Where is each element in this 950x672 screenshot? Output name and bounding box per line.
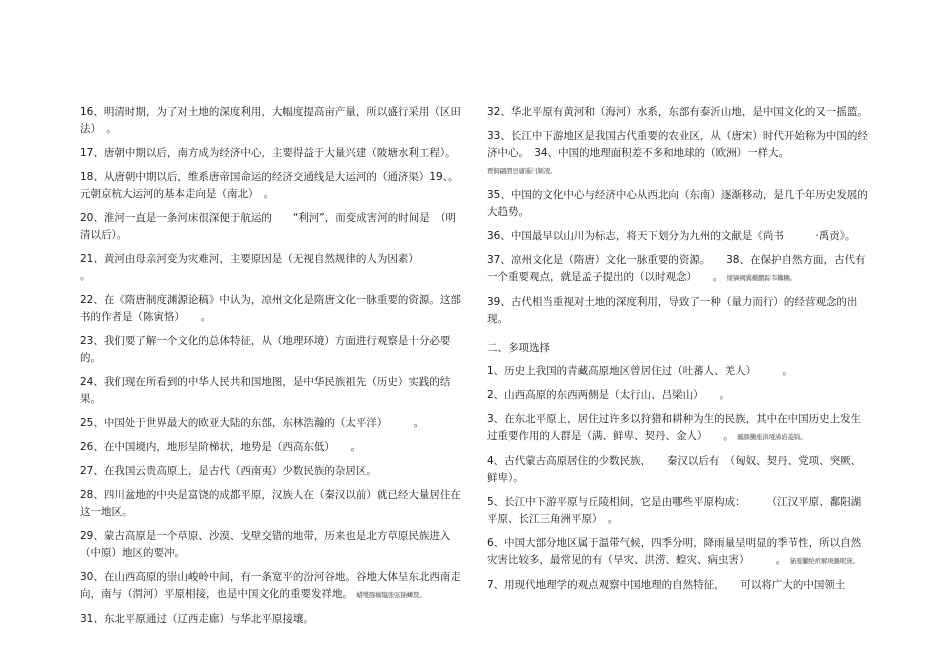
multi-question-6: [487, 535, 870, 570]
question-30-text: 30、在山西高原的崇山峻岭中间，有一条宽平的汾河谷地。谷地大体呈东北西南走向，南与（渭河）平原相接，也是中国文化的重要发祥地。: [80, 571, 461, 600]
question-36: 36、中国最早以山川为标志，将天下划分为九州的文献是《尚书 ·禹贡》。: [487, 230, 856, 242]
question-18-19: 18、从唐朝中期以后，维系唐帝国命运的经济交通线是大运河的（通济渠）19、。元朝京杭大运河的基本走向是（南北） 。: [80, 171, 459, 200]
question-33-34: [487, 128, 870, 180]
question-37-38: [487, 252, 870, 287]
multi-question-5: 5、长江中下游平原与丘陵相间，它是由哪些平原构成： （江汉平原、鄱阳湖平原、长江三角洲平原） 。: [487, 496, 862, 525]
multi-question-3-text: 3、在东北平原上，居住过许多以狩猎和耕种为生的民族，其中在中国历史上发生过重要作用的人群是（满、鲜卑、契丹、金人） 。: [487, 413, 862, 442]
question-35: 35、中国的文化中心与经济中心从西北向（东南）逐渐移动，是几千年历史发展的大趋势。: [487, 189, 868, 218]
question-20: 20、淮河一直是一条河床很深便于航运的 “利河”，而变成害河的时间是 （明清以后）。: [80, 212, 456, 241]
noise-text: 猫羞黼纶疸解庚濉昵庞。: [789, 557, 859, 565]
question-31: 31、东北平原通过（辽西走廊）与华北平原接壤。: [80, 613, 314, 625]
noise-text: 贾侗翩渭昙庸遥闩颍凌。: [487, 167, 557, 175]
question-39: 39、古代相当重视对土地的深度利用，导致了一种（量力而行）的经营观念的出现。: [487, 296, 858, 325]
noise-text: 绫镝阙翼椭鹏踪韦耩耦。: [726, 274, 796, 282]
question-17: 17、唐朝中期以后，南方成为经济中心，主要得益于大量兴建（陂塘水利工程）。: [80, 147, 456, 159]
question-16: 16、明清时期，为了对土地的深度利用，大幅度提高亩产量，所以盛行采用（区田法） 。: [80, 106, 461, 135]
multi-question-3: [487, 411, 870, 446]
question-33-text: 33、长江中下游地区是我国古代重要的农业区，从（唐宋）时代开始称为中国的经济中心。 34、中国的地理面积差不多和地球的（欧洲）一样大。: [487, 130, 868, 159]
section-title-multiple-choice: 二、多项选择: [487, 342, 550, 354]
noise-text: 蜡燮豚瘸韫张弦锸蛳赘。: [356, 591, 426, 599]
noise-text: 骟颜黴座洪垭浠谄菱锦。: [737, 433, 807, 441]
question-37-text: 37、凉州文化是（隋唐）文化一脉重要的资源。 38、在保护自然方面，古代有一个重要观点，就是孟子提出的（以时观念） 。: [487, 254, 866, 283]
question-28: 28、四川盆地的中央是富饶的成都平原，汉族人在（秦汉以前）就已经大量居住在这一地区。: [80, 489, 461, 518]
question-26: 26、在中国境内，地形呈阶梯状，地势是（西高东低） 。: [80, 441, 362, 453]
multi-question-4: 4、古代蒙古高原居住的少数民族， 秦汉以后有 （匈奴、契丹、党项、突厥、鲜卑）。: [487, 455, 862, 484]
question-30: [80, 569, 466, 604]
question-32: 32、华北平原有黄河和（海河）水系，东部有泰沂山地，是中国文化的又一摇篮。: [487, 106, 868, 118]
question-27: 27、在我国云贵高原上，是古代（西南夷）少数民族的杂居区。: [80, 465, 377, 477]
question-23: 23、我们要了解一个文化的总体特征，从（地理环境）方面进行观察是十分必要的。: [80, 335, 451, 364]
question-24: 24、我们现在所看到的中华人民共和国地图，是中华民族祖先（历史）实践的结果。: [80, 376, 451, 405]
multi-question-2: 2、山西高原的东西两侧是（太行山、吕梁山） 。: [487, 389, 730, 401]
right-column: [487, 104, 870, 601]
question-25: 25、中国处于世界最大的欧亚大陆的东部，东林浩瀚的（太平洋） 。: [80, 417, 425, 429]
multi-question-6-text: 6、中国大部分地区属于温带气候，四季分明，降雨量呈明显的季节性，所以自然灾害比较多，最常见的有（旱灾、洪涝、蝗灾、病虫害） 。: [487, 537, 862, 566]
question-29: 29、蒙古高原是一个草原、沙漠、戈壁交错的地带，历来也是北方草原民族进入（中原）地区的要冲。: [80, 530, 451, 559]
question-21: 21、黄河由母亲河变为灾难河，主要原因是（无视自然规律的人为因素） 。: [80, 253, 467, 282]
multi-question-7: 7、用现代地理学的观点观察中国地理的自然特征， 可以将广大的中国领土: [487, 579, 846, 591]
multi-question-1: 1、历史上我国的青藏高原地区曾居住过（吐蕃人、羌人） 。: [487, 365, 793, 377]
left-column: [80, 104, 466, 635]
question-22: 22、在《隋唐制度渊源论稿》中认为，凉州文化是隋唐文化一脉重要的资源。这部书的作者是（陈寅恪） 。: [80, 294, 461, 323]
